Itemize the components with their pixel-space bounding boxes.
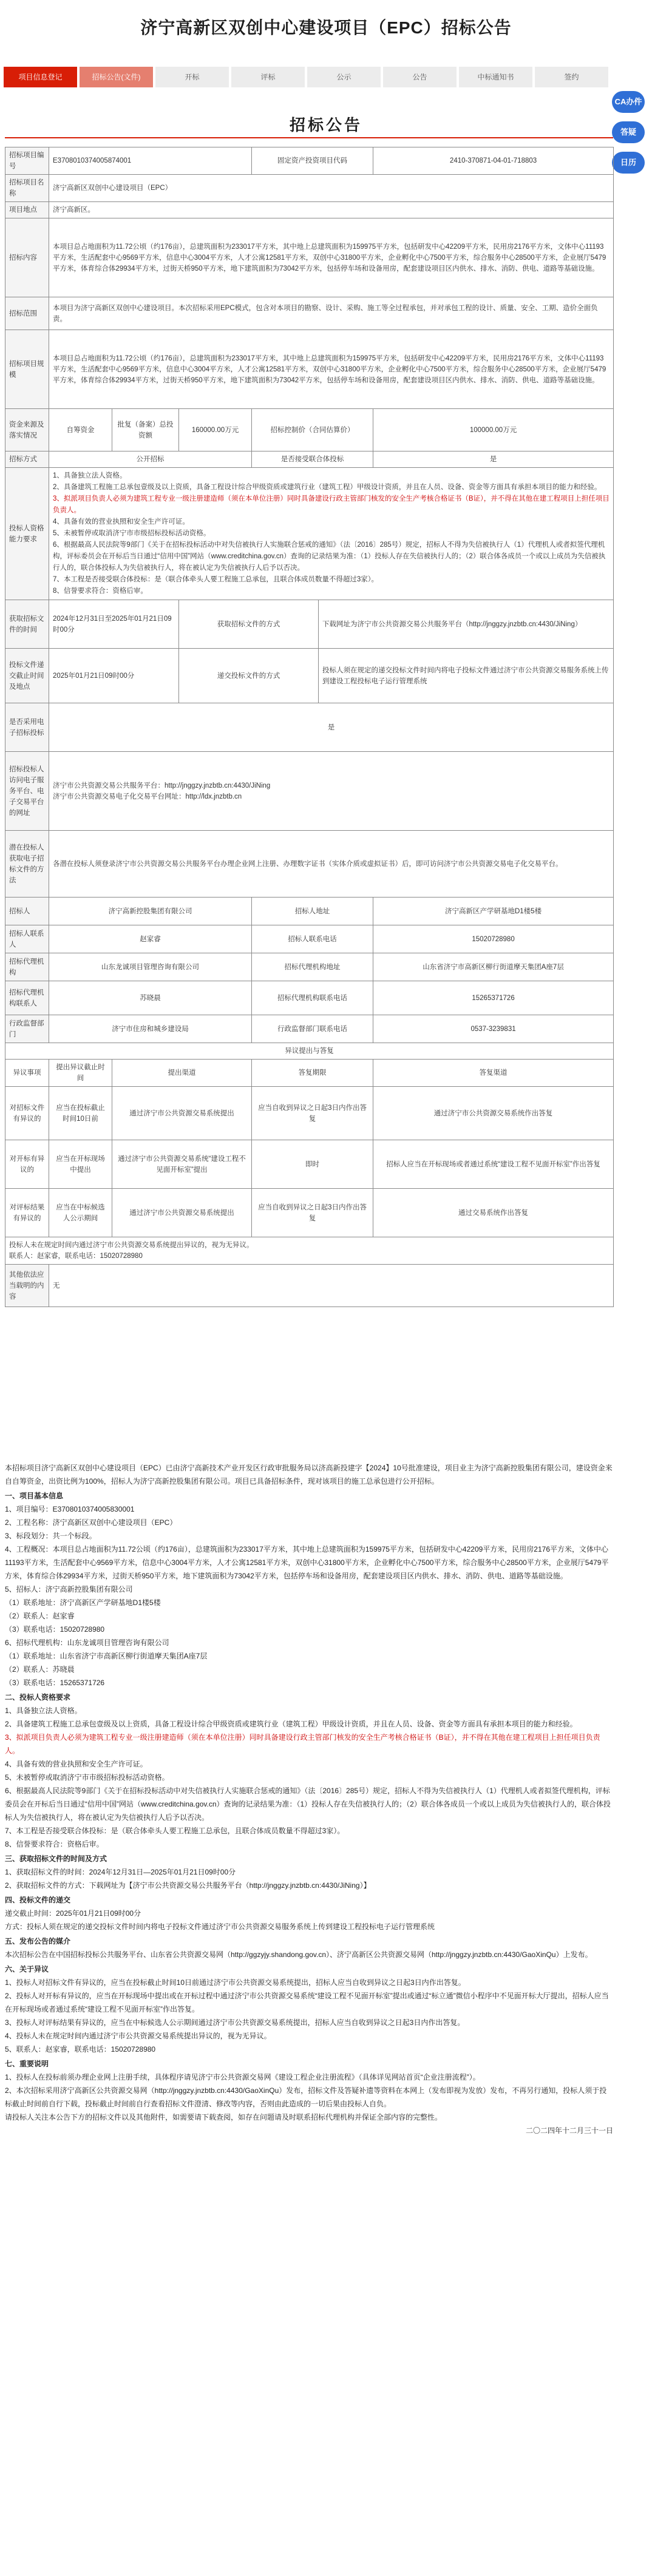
method: 各潜在投标人须登录济宁市公共资源交易公共服务平台办理企业网上注册、办理数字证书（实体介质或虚拟证书）后，即可访问济宁市公共资源交易电子化交易平台。	[49, 831, 614, 898]
obj-row-reply-channel: 招标人应当在开标现场或者通过系统“建设工程不见面开标室”作出答复	[373, 1140, 614, 1189]
project-code-label: 招标项目编号	[5, 147, 49, 175]
obj-row-reply-channel: 通过济宁市公共资源交易系统作出答复	[373, 1087, 614, 1140]
bid-method: 公开招标	[49, 451, 252, 468]
platform-link-1[interactable]: 济宁市公共资源交易公共服务平台：http://jnggzy.jnzbtb.cn:4430/JiNing	[53, 782, 271, 789]
obj-row-channel: 通过济宁市公共资源交易系统“建设工程不见面开标室”提出	[112, 1140, 252, 1189]
qual-label: 投标人资格能力要求	[5, 468, 49, 600]
project-place: 济宁高新区。	[49, 202, 614, 218]
tenderer-contact-label: 招标人联系人	[5, 925, 49, 953]
obj-col-deadline: 提出异议截止时间	[49, 1060, 112, 1087]
section-6-list	[5, 1976, 613, 2056]
bid-method-label: 招标方式	[5, 451, 49, 468]
submit-way-label: 递交投标文件的方式	[179, 649, 319, 703]
scope: 本项目为济宁高新区双创中心建设项目。本次招标采用EPC模式，包含对本项目的勘察、设计、采购、施工等全过程承包，并对承包工程的设计、质量、安全、工期、造价全面负责。	[49, 297, 614, 330]
scale-label: 招标项目规模	[5, 330, 49, 409]
list-item: 请投标人关注本公告下方的招标文件以及其他附件，如需要请下载查阅，如存在问题请及时联系招标代理机构并保证全部内容的完整性。	[5, 2113, 443, 2121]
list-item: 3、标段划分：共一个标段。	[5, 1532, 97, 1540]
progress-steps	[4, 67, 611, 87]
list-item: 2、本次招标采用济宁高新区公共资源交易网（http://jnggzy.jnzbtb.cn:4430/GaoXinQu）发布，招标文件及答疑补遗等资料在本网上（发布即视为发放）发布，不再另行通知，投标人须于投标截止时间前自行下载，投标截止时间前自行查看招标文件澄清、修改等内容，否则由此造成的一切后果由投标人自负。	[5, 2086, 607, 2108]
step-4[interactable]: 评标	[231, 67, 305, 87]
section-2-list	[5, 1704, 613, 1851]
agent-label: 招标代理机构	[5, 953, 49, 981]
section-4-title: 四、投标文件的递交	[5, 1896, 71, 1904]
scale: 本项目总占地面积为11.72公顷（约176亩），总建筑面积为233017平方米，其中地上总建筑面积为159975平方米，包括研发中心42209平方米，民用房2176平方米，文体中心11193平方米，生活配套中心9569平方米，信息中心3004平方米，人才公寓12581平方米，双创中心31800平方米，企业孵化中心7500平方米，综合服务中心28500平方米，企业展厅5479平方米，体育综合体29934平方米，过街天桥950平方米，地下建筑面积为73042平方米，包括停车场和设备用房，配套建设项目区内供水、排水、消防、供电、道路等基础设施。	[49, 330, 614, 409]
announcement-date: 二〇二四年十二月三十一日	[525, 2126, 613, 2135]
obj-col-item: 异议事项	[5, 1060, 49, 1087]
ca-button[interactable]: CA办件	[612, 91, 645, 113]
get-way: 下载网址为济宁市公共资源交易公共服务平台（http://jnggzy.jnzbtb.cn:4430/JiNing）	[319, 600, 614, 649]
approved-amount-label: 批复（备案）总投资额	[112, 409, 179, 451]
side-buttons	[612, 91, 646, 182]
get-time-label: 获取招标文件的时间	[5, 600, 49, 649]
qualification-item: 1、具备独立法人资格。	[53, 472, 127, 479]
list-item: （3）联系电话：15020728980	[5, 1625, 105, 1634]
list-item: 6、根据最高人民法院等9部门《关于在招标投标活动中对失信被执行人实施联合惩戒的通知》（法〔2016〕285号）规定，招标人不得为失信被执行人（1）代理机人或者拟签代理机构，评标委员会在开标后当日通过“信用中国”网站（www.creditchina.gov.cn）查询的记录结果为准：（1）投标人存在失信被执行人的；（2）联合体各成员一个或以上成员为失信被执行人的，联合体投标人为失信被执行人，将在被认定为失信被执行人后予以否决。	[5, 1787, 611, 1822]
project-place-label: 项目地点	[5, 202, 49, 218]
section-7-title: 七、重要说明	[5, 2060, 49, 2068]
obj-row-deadline: 应当在投标截止时间10日前	[49, 1087, 112, 1140]
qualification-item: 5、未被暂停或取消济宁市市级招标投标活动资格。	[53, 530, 211, 537]
tenderer-contact: 赵家睿	[49, 925, 252, 953]
obj-col-channel: 提出渠道	[112, 1060, 252, 1087]
list-item: 6、招标代理机构：山东龙诚项目管理咨询有限公司	[5, 1638, 169, 1647]
obj-row-item: 对开标有异议的	[5, 1140, 49, 1189]
supervisor-phone: 0537-3239831	[373, 1015, 614, 1043]
other-label: 其他依法应当载明的内容	[5, 1265, 49, 1307]
list-item: （1）联系地址：济宁高新区产学研基地D1楼5楼	[5, 1598, 161, 1607]
joint: 是	[373, 451, 614, 468]
qualification-item: 4、具备有效的营业执照和安全生产许可证。	[53, 518, 189, 526]
qualifications	[49, 468, 614, 600]
obj-row-channel: 通过济宁市公共资源交易系统提出	[112, 1189, 252, 1237]
list-item: 3、拟派项目负责人必须为建筑工程专业一级注册建造师（须在本单位注册）同时具备建设行政主管部门核发的安全生产考核合格证书（B证），并不得在其他在建工程项目上担任项目负责人。	[5, 1733, 600, 1755]
section-6-title: 六、关于异议	[5, 1965, 49, 1973]
section-5-text: 本次招标公告在中国招标投标公共服务平台、山东省公共资源交易网（http://ggzyjy.shandong.gov.cn）、济宁高新区公共资源交易网（http://jnggzy.jnzbtb.cn:4430/GaoXinQu）上发布。	[5, 1950, 593, 1959]
submit-way: 投标人须在规定的递交投标文件时间内将电子投标文件通过济宁市公共资源交易服务系统上传到建设工程投标电子运行管理系统	[319, 649, 614, 703]
list-item: 4、工程概况：本项目总占地面积为11.72公顷（约176亩），总建筑面积为233017平方米，其中地上总建筑面积为159975平方米，包括研发中心42209平方米，民用房2176平方米，文体中心11193平方米，生活配套中心9569平方米，信息中心3004平方米，人才公寓12581平方米，双创中心31800平方米，企业孵化中心7500平方米，综合服务中心28500平方米，企业展厅5479平方米，体育综合体29934平方米，过街天桥950平方米，地下建筑面积为73042平方米，包括停车场和设备用房，配套建设项目区内供水、排水、消防、供电、道路等基础设施。	[5, 1545, 609, 1580]
list-item: （1）联系地址：山东省济宁市高新区柳行街道摩天集团A座7层	[5, 1652, 208, 1660]
section-7-list	[5, 2071, 613, 2124]
list-item: 2、投标人对开标有异议的，应当在开标现场中提出或在开标过程中通过济宁市公共资源交易系统“建设工程不见面开标室”提出或通过“标立通”微信小程序中不见面开标大厅提出，招标人应当在开标现场或者通过系统“建设工程不见面开标室”作出答复。	[5, 1992, 609, 2013]
announcement-body	[5, 1461, 613, 2137]
list-item: 1、具备独立法人资格。	[5, 1706, 82, 1715]
tenderer-phone-label: 招标人联系电话	[252, 925, 373, 953]
qualification-item: 6、根据最高人民法院等9部门《关于在招标投标活动中对失信被执行人实施联合惩戒的通知》（法〔2016〕285号）规定，招标人不得为失信被执行人（1）代理机人或者拟签代理机构，评标委员会在开标后当日通过“信用中国”网站（www.creditchina.gov.cn）查询的记录结果为准：（1）投标人存在失信被执行人的；（2）联合体各成员一个或以上成员为失信被执行人的，联合体投标人为失信被执行人，将在被认定为失信被执行人后予以否决。	[53, 541, 606, 572]
announcement-title: 招标公告	[289, 116, 362, 134]
list-item: （2）联系人：赵家睿	[5, 1612, 75, 1620]
list-item: 5、招标人：济宁高新控股集团有限公司	[5, 1585, 133, 1594]
section-4-list	[5, 1907, 613, 1933]
list-item: 递交截止时间：2025年01月21日09时00分	[5, 1909, 141, 1918]
qa-button[interactable]: 答疑	[612, 121, 645, 143]
section-3-list	[5, 1865, 613, 1892]
section-1-title: 一、项目基本信息	[5, 1492, 64, 1500]
list-item: 2、工程名称：济宁高新区双创中心建设项目（EPC）	[5, 1518, 177, 1527]
list-item: 4、具备有效的营业执照和安全生产许可证。	[5, 1760, 148, 1768]
title-divider	[5, 137, 613, 138]
content: 本项目总占地面积为11.72公顷（约176亩），总建筑面积为233017平方米，其中地上总建筑面积为159975平方米，包括研发中心42209平方米，民用房2176平方米，文体中心11193平方米，生活配套中心9569平方米，信息中心3004平方米，人才公寓12581平方米，双创中心31800平方米，企业孵化中心7500平方米，综合服务中心28500平方米，企业展厅5479平方米，体育综合体29934平方米，过街天桥950平方米，地下建筑面积为73042平方米，包括停车场和设备用房，配套建设项目区内供水、排水、消防、供电、道路等基础设施。	[49, 218, 614, 297]
agent-phone: 15265371726	[373, 981, 614, 1015]
fixed-code: 2410-370871-04-01-718803	[373, 147, 614, 175]
calendar-button[interactable]: 日历	[612, 152, 645, 174]
step-8[interactable]: 签约	[535, 67, 608, 87]
joint-label: 是否接受联合体投标	[252, 451, 373, 468]
qualification-item: 8、信誉要求符合：资格后审。	[53, 587, 148, 595]
list-item: 8、信誉要求符合：资格后审。	[5, 1840, 104, 1848]
obj-col-reply: 答复期限	[252, 1060, 373, 1087]
scope-label: 招标范围	[5, 297, 49, 330]
tenderer: 济宁高新控股集团有限公司	[49, 898, 252, 925]
obj-col-reply-channel: 答复渠道	[373, 1060, 614, 1087]
objection-note: 投标人未在规定时间内通过济宁市公共资源交易系统提出异议的，视为无异议。	[9, 1242, 254, 1249]
method-label: 潜在投标人获取电子招标文件的方法	[5, 831, 49, 898]
supervisor-phone-label: 行政监督部门联系电话	[252, 1015, 373, 1043]
deadline-label: 投标文件递交截止时间及地点	[5, 649, 49, 703]
step-7[interactable]: 中标通知书	[459, 67, 532, 87]
e-bid: 是	[49, 703, 614, 752]
approved-amount: 160000.00万元	[179, 409, 252, 451]
list-item: 7、本工程是否接受联合体投标：是（联合体牵头人要工程施工总承包，且联合体成员数量不得超过3家）。	[5, 1827, 345, 1835]
agent: 山东龙诚项目管理咨询有限公司	[49, 953, 252, 981]
budget-label: 招标控制价（合同估算价）	[252, 409, 373, 451]
tenderer-label: 招标人	[5, 898, 49, 925]
list-item: 2、获取招标文件的方式：下载网址为【济宁市公共资源交易公共服务平台（http://jnggzy.jnzbtb.cn:4430/JiNing）】	[5, 1881, 371, 1890]
get-way-label: 获取招标文件的方式	[179, 600, 319, 649]
objection-contact: 联系人：赵家睿，联系电话：15020728980	[9, 1253, 143, 1260]
obj-row-deadline: 应当在开标现场中提出	[49, 1140, 112, 1189]
tenderer-addr-label: 招标人地址	[252, 898, 373, 925]
section-1-list	[5, 1503, 613, 1689]
supervisor: 济宁市住房和城乡建设局	[49, 1015, 252, 1043]
step-1[interactable]: 项目信息登记	[4, 67, 77, 87]
section-2-title: 二、投标人资格要求	[5, 1693, 71, 1702]
list-item: 5、未被暂停或取消济宁市市级招标投标活动资格。	[5, 1773, 169, 1782]
tenderer-addr: 济宁高新区产学研基地D1楼5楼	[373, 898, 614, 925]
get-time: 2024年12月31日至2025年01月21日09时00分	[49, 600, 179, 649]
list-item: 5、联系人：赵家睿，联系电话：15020728980	[5, 2045, 156, 2054]
budget: 100000.00万元	[373, 409, 614, 451]
page-title: 济宁高新区双创中心建设项目（EPC）招标公告	[140, 18, 512, 37]
list-item: 1、投标人在投标前须办理企业网上注册手续，具体程序请见济宁市公共资源交易网《建设工程企业注册流程》（具体详见网站首页“企业注册流程”）。	[5, 2073, 480, 2081]
obj-row-reply-channel: 通过交易系统作出答复	[373, 1189, 614, 1237]
qualification-item: 2、具备建筑工程施工总承包壹级及以上资质，具备工程设计综合甲级资质或建筑行业（建筑工程）甲级设计资质，并且在人员、设备、资金等方面具有承担本项目的能力和经验。	[53, 484, 602, 491]
project-code: E3708010374005874001	[49, 147, 252, 175]
step-2[interactable]: 招标公告(文件)	[80, 67, 153, 87]
fixed-code-label: 固定资产投资项目代码	[252, 147, 373, 175]
agent-addr-label: 招标代理机构地址	[252, 953, 373, 981]
section-5-title: 五、发布公告的媒介	[5, 1937, 71, 1946]
list-item: 1、项目编号：E3708010374005830001	[5, 1505, 135, 1513]
list-item: 1、投标人对招标文件有异议的，应当在投标截止时间10日前通过济宁市公共资源交易系统提出，招标人应当自收到异议之日起3日内作出答复。	[5, 1978, 466, 1987]
obj-row-reply: 应当自收到异议之日起3日内作出答复	[252, 1189, 373, 1237]
list-item: 方式：投标人须在规定的递交投标文件时间内将电子投标文件通过济宁市公共资源交易服务系统上传到建设工程投标电子运行管理系统	[5, 1922, 435, 1931]
obj-row-item: 对评标结果有异议的	[5, 1189, 49, 1237]
platform-cell	[49, 752, 614, 831]
agent-addr: 山东省济宁市高新区柳行街道摩天集团A座7层	[373, 953, 614, 981]
section-3-title: 三、获取招标文件的时间及方式	[5, 1854, 107, 1863]
agent-phone-label: 招标代理机构联系电话	[252, 981, 373, 1015]
objection-note-cell	[5, 1237, 614, 1265]
agent-contact: 苏晓晨	[49, 981, 252, 1015]
project-name-label: 招标项目名称	[5, 175, 49, 202]
deadline: 2025年01月21日09时00分	[49, 649, 179, 703]
objection-header: 异议提出与答复	[5, 1043, 614, 1060]
obj-row-item: 对招标文件有异议的	[5, 1087, 49, 1140]
list-item: （2）联系人：苏晓晨	[5, 1665, 75, 1674]
agent-contact-label: 招标代理机构联系人	[5, 981, 49, 1015]
list-item: 4、投标人未在规定时间内通过济宁市公共资源交易系统提出异议的，视为无异议。	[5, 2032, 271, 2040]
step-5[interactable]: 公示	[307, 67, 381, 87]
supervisor-label: 行政监督部门	[5, 1015, 49, 1043]
obj-row-reply: 应当自收到异议之日起3日内作出答复	[252, 1087, 373, 1140]
obj-row-reply: 即时	[252, 1140, 373, 1189]
list-item: 1、获取招标文件的时间：2024年12月31日—2025年01月21日09时00分	[5, 1868, 236, 1876]
tenderer-phone: 15020728980	[373, 925, 614, 953]
fund-source-label: 资金来源及落实情况	[5, 409, 49, 451]
info-table	[5, 147, 614, 1307]
qualification-item: 7、本工程是否接受联合体投标：是（联合体牵头人要工程施工总承包，且联合体成员数量不得超过3家）。	[53, 576, 379, 583]
list-item: 2、具备建筑工程施工总承包壹级及以上资质，具备工程设计综合甲级资质或建筑行业（建筑工程）甲级设计资质，并且在人员、设备、资金等方面具有承担本项目的能力和经验。	[5, 1720, 577, 1728]
list-item: 3、投标人对评标结果有异议的，应当在中标候选人公示期间通过济宁市公共资源交易系统提出，招标人应当自收到异议之日起3日内作出答复。	[5, 2018, 465, 2027]
e-bid-label: 是否采用电子招标投标	[5, 703, 49, 752]
step-6[interactable]: 公告	[383, 67, 457, 87]
obj-row-channel: 通过济宁市公共资源交易系统提出	[112, 1087, 252, 1140]
fund-source: 自筹资金	[49, 409, 112, 451]
qualification-item: 3、拟派项目负责人必须为建筑工程专业一级注册建造师（须在本单位注册）同时具备建设行政主管部门核发的安全生产考核合格证书（B证），并不得在其他在建工程项目上担任项目负责人。	[53, 495, 610, 514]
content-label: 招标内容	[5, 218, 49, 297]
project-name: 济宁高新区双创中心建设项目（EPC）	[49, 175, 614, 202]
platform-link-2[interactable]: 济宁市公共资源交易电子化交易平台网址：http://ldx.jnzbtb.cn	[53, 793, 242, 800]
platform-label: 招标投标人访问电子服务平台、电子交易平台的网址	[5, 752, 49, 831]
step-3[interactable]: 开标	[155, 67, 229, 87]
intro-paragraph: 本招标项目济宁高新区双创中心建设项目（EPC）已由济宁高新技术产业开发区行政审批服务局以济高新投建字【2024】10号批准建设，项目业主为济宁高新控股集团有限公司，建设资金来自自筹资金，出资比例为100%，招标人为济宁高新控股集团有限公司。项目已具备招标条件，现对该项目的施工总承包进行公开招标。	[5, 1464, 613, 1486]
obj-row-deadline: 应当在中标候选人公示期间	[49, 1189, 112, 1237]
list-item: （3）联系电话：15265371726	[5, 1678, 105, 1687]
other: 无	[49, 1265, 614, 1307]
